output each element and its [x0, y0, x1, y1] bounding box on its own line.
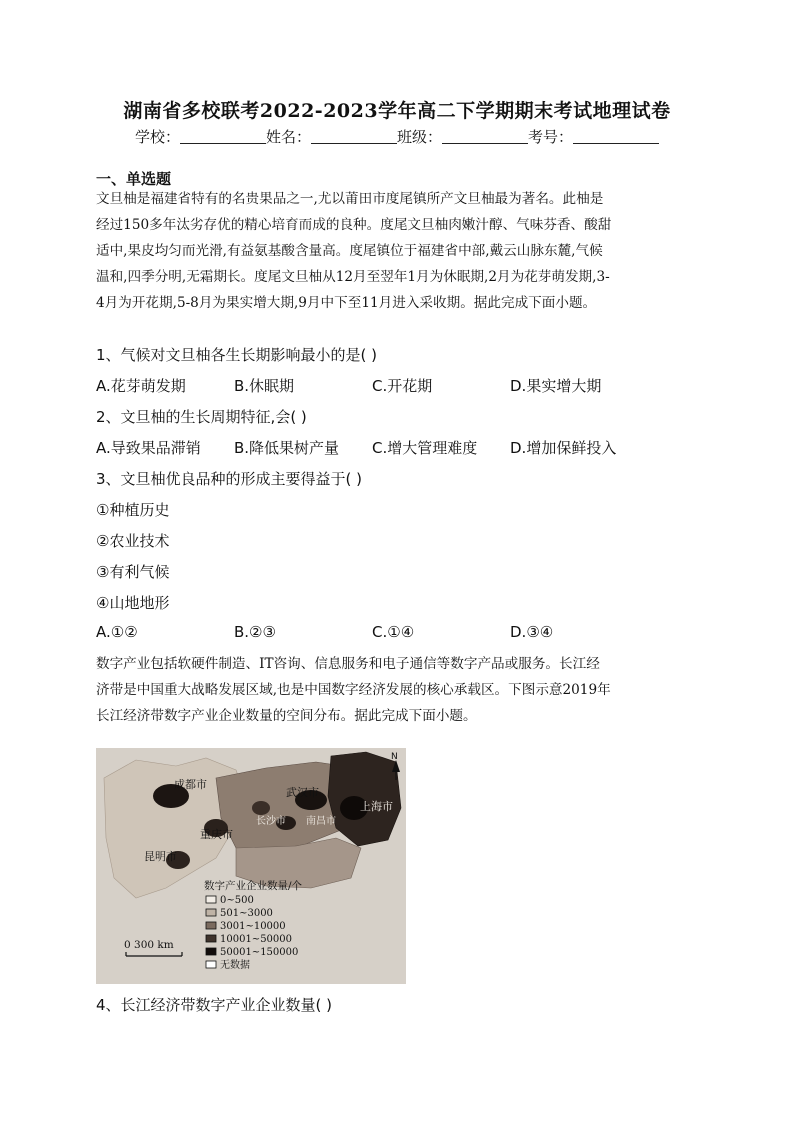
school-label: 学校： — [134, 128, 180, 146]
city-label: 上海市 — [360, 800, 393, 813]
number-label: 考号： — [528, 128, 574, 146]
option-d[interactable]: D.增加保鲜投入 — [510, 439, 617, 457]
option-b[interactable]: B.②③ — [234, 623, 276, 641]
passage-line: 数字产业包括软硬件制造、IT咨询、信息服务和电子通信等数字产品或服务。长江经 — [96, 656, 600, 672]
option-a[interactable]: A.导致果品滞销 — [96, 439, 201, 457]
city-label: 南昌市 — [306, 816, 336, 827]
legend-swatch — [206, 961, 216, 968]
name-blank[interactable] — [311, 129, 397, 144]
question-4-stem: 4、长江经济带数字产业企业数量( ) — [96, 996, 333, 1014]
legend-swatch — [206, 948, 216, 955]
city-label: 重庆市 — [200, 828, 233, 841]
city-label: 长沙市 — [256, 816, 286, 827]
passage-line: 适中,果皮均匀而光滑,有益氨基酸含量高。度尾镇位于福建省中部,戴云山脉东麓,气候 — [96, 243, 603, 259]
name-label: 姓名： — [265, 128, 311, 146]
question-1-stem: 1、气候对文旦柚各生长期影响最小的是( ) — [96, 346, 378, 364]
city-blotch — [252, 801, 270, 815]
student-info-line — [0, 126, 794, 147]
question-2-stem: 2、文旦柚的生长周期特征,会( ) — [96, 408, 307, 426]
map-graphic — [96, 748, 406, 984]
legend-label: 3001~10000 — [220, 921, 286, 932]
option-a[interactable]: A.①② — [96, 623, 138, 641]
passage-line: 长江经济带数字产业企业数量的空间分布。据此完成下面小题。 — [96, 708, 477, 724]
legend-label: 无数据 — [220, 960, 250, 971]
scale-label: 0 300 km — [124, 939, 174, 951]
legend-label: 10001~50000 — [220, 934, 293, 945]
question-3-item: ①种植历史 — [96, 501, 170, 519]
yangtze-map-figure — [96, 748, 406, 984]
passage-line: 4月为开花期,5-8月为果实增大期,9月中下至11月进入采收期。据此完成下面小题。 — [96, 295, 597, 311]
option-c[interactable]: C.开花期 — [372, 377, 433, 395]
page-title: 湖南省多校联考2022-2023学年高二下学期期末考试地理试卷 — [123, 100, 671, 122]
legend-swatch — [206, 909, 216, 916]
passage-digital-industry — [96, 651, 700, 729]
option-b[interactable]: B.降低果树产量 — [234, 439, 340, 457]
option-d[interactable]: D.③④ — [510, 623, 554, 641]
passage-line: 温和,四季分明,无霜期长。度尾文旦柚从12月至翌年1月为休眠期,2月为花芽萌发期,3- — [96, 269, 610, 285]
question-3-stem: 3、文旦柚优良品种的形成主要得益于( ) — [96, 470, 363, 488]
class-label: 班级： — [397, 128, 443, 146]
passage-line: 文旦柚是福建省特有的名贵果品之一,尤以莆田市度尾镇所产文旦柚最为著名。此柚是 — [96, 191, 604, 207]
option-c[interactable]: C.增大管理难度 — [372, 439, 478, 457]
legend-label: 50001~150000 — [220, 947, 299, 958]
option-c[interactable]: C.①④ — [372, 623, 415, 641]
north-label: N — [391, 752, 398, 762]
class-blank[interactable] — [442, 129, 528, 144]
legend-swatch — [206, 922, 216, 929]
question-3-item: ④山地地形 — [96, 594, 170, 612]
number-blank[interactable] — [573, 129, 659, 144]
question-3-item: ②农业技术 — [96, 532, 170, 550]
city-label: 武汉市 — [286, 786, 319, 799]
legend-swatch — [206, 935, 216, 942]
option-a[interactable]: A.花芽萌发期 — [96, 377, 186, 395]
passage-pomelo — [96, 186, 700, 316]
school-blank[interactable] — [180, 129, 266, 144]
question-3-item: ③有利气候 — [96, 563, 170, 581]
legend-title: 数字产业企业数量/个 — [204, 880, 303, 892]
passage-line: 济带是中国重大战略发展区域,也是中国数字经济发展的核心承载区。下图示意2019年 — [96, 682, 611, 698]
city-label: 昆明市 — [144, 850, 177, 863]
legend-swatch — [206, 896, 216, 903]
section-heading: 一、单选题 — [96, 170, 172, 188]
city-label: 成都市 — [174, 778, 207, 791]
option-d[interactable]: D.果实增大期 — [510, 377, 602, 395]
passage-line: 经过150多年汰劣存优的精心培育而成的良种。度尾文旦柚肉嫩汁醇、气味芬香、酸甜 — [96, 217, 612, 233]
legend-label: 501~3000 — [220, 908, 273, 919]
option-b[interactable]: B.休眠期 — [234, 377, 295, 395]
legend-label: 0~500 — [220, 895, 254, 906]
